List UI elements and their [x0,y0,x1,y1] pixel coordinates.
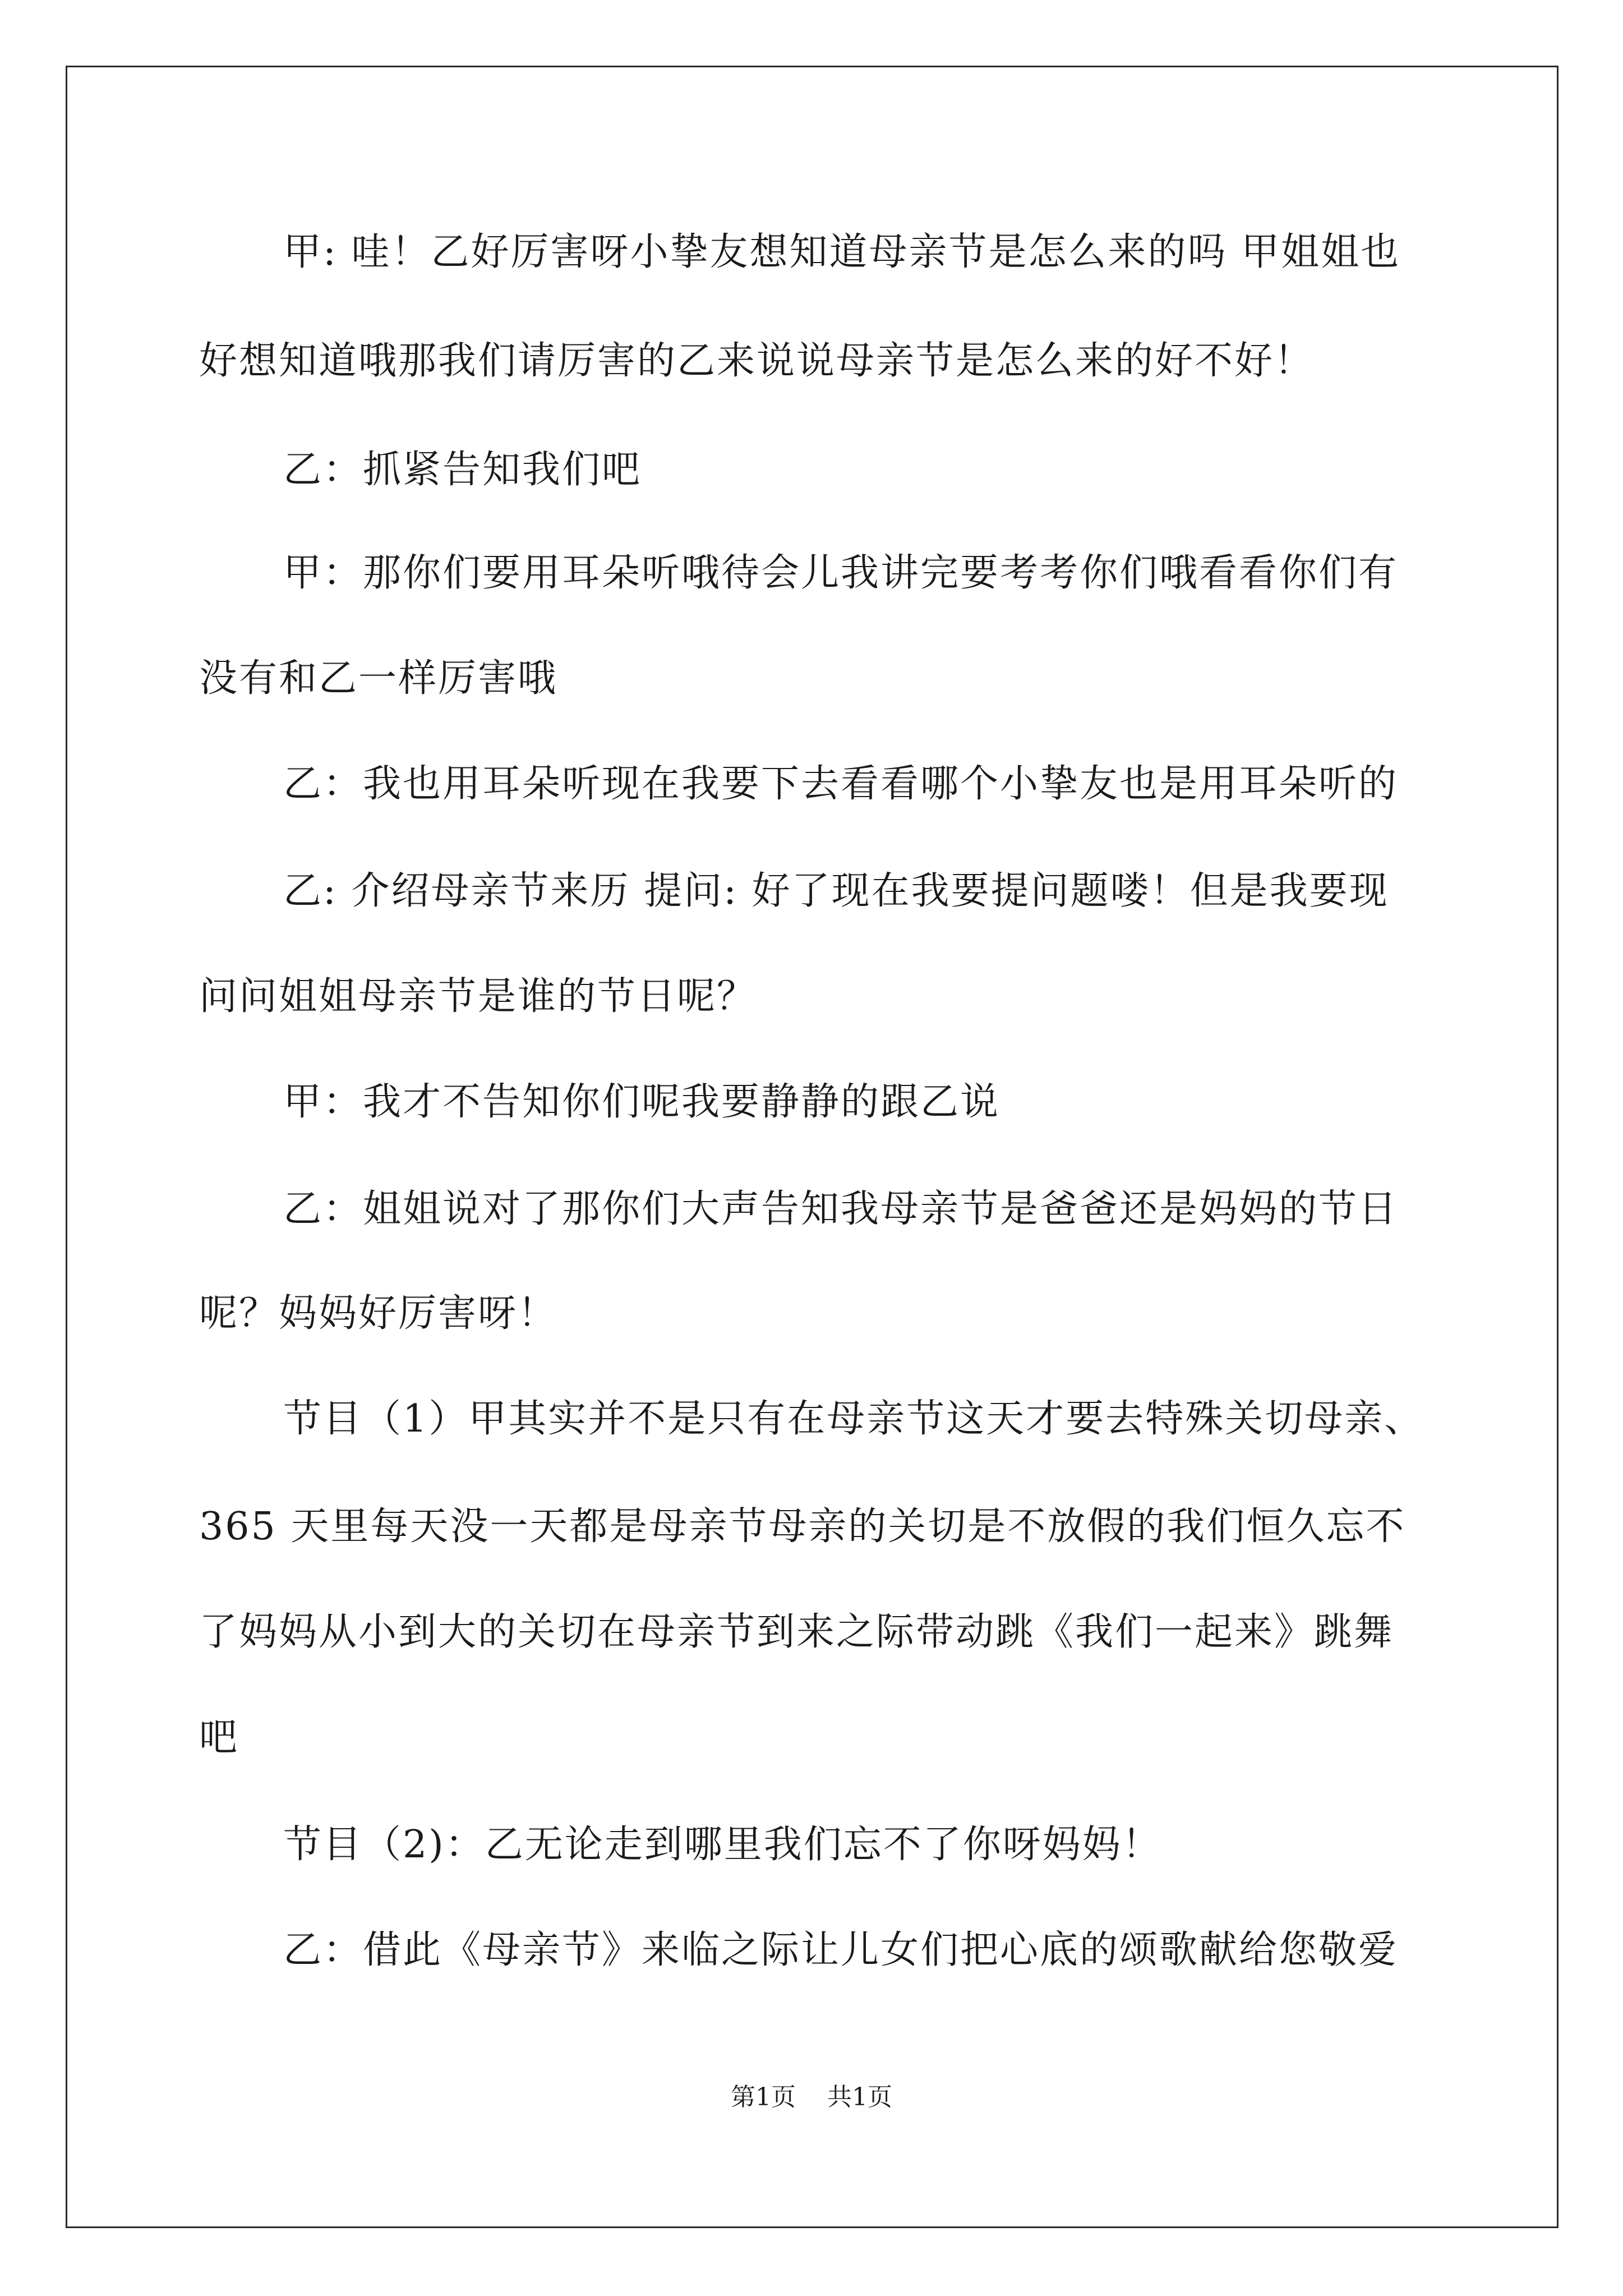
text-line: 乙：借此《母亲节》来临之际让儿女们把心底的颂歌献给您敬爱 [283,1928,1399,1972]
text-line: 问问姐姐母亲节是谁的节日呢？ [199,974,757,1019]
page-border [66,66,1559,2228]
text-line: 甲：那你们要用耳朵听哦待会儿我讲完要考考你们哦看看你们有 [283,551,1399,595]
text-line: 乙：姐姐说对了那你们大声告知我母亲节是爸爸还是妈妈的节日 [283,1187,1399,1231]
text-line: 乙：抓紧告知我们吧 [283,448,642,492]
text-line: 365 天里每天没一天都是母亲节母亲的关切是不放假的我们恒久忘不 [199,1504,1406,1549]
text-line: 吧 [199,1715,239,1760]
text-line: 甲：我才不告知你们呢我要静静的跟乙说 [283,1080,1000,1124]
text-line: 乙：我也用耳朵听现在我要下去看看哪个小挚友也是用耳朵听的 [283,762,1399,806]
text-line: 节目（2)：乙无论走到哪里我们忘不了你呀妈妈！ [283,1823,1162,1867]
text-line: 乙: 介绍母亲节来历 提问: 好了现在我要提问题喽！但是我要现 [283,869,1389,913]
text-line: 没有和乙一样厉害哦 [199,656,558,701]
text-line: 节目（1）甲其实并不是只有在母亲节这天才要去特殊关切母亲、 [283,1397,1424,1441]
text-line: 甲: 哇！乙好厉害呀小挚友想知道母亲节是怎么来的吗 甲姐姐也 [283,230,1401,274]
text-line: 了妈妈从小到大的关切在母亲节到来之际带动跳《我们一起来》跳舞 [199,1610,1394,1654]
text-line: 呢？妈妈好厉害呀！ [199,1291,558,1336]
text-line: 好想知道哦那我们请厉害的乙来说说母亲节是怎么来的好不好！ [199,339,1315,383]
page-footer: 第1页 共1页 [731,2083,892,2111]
